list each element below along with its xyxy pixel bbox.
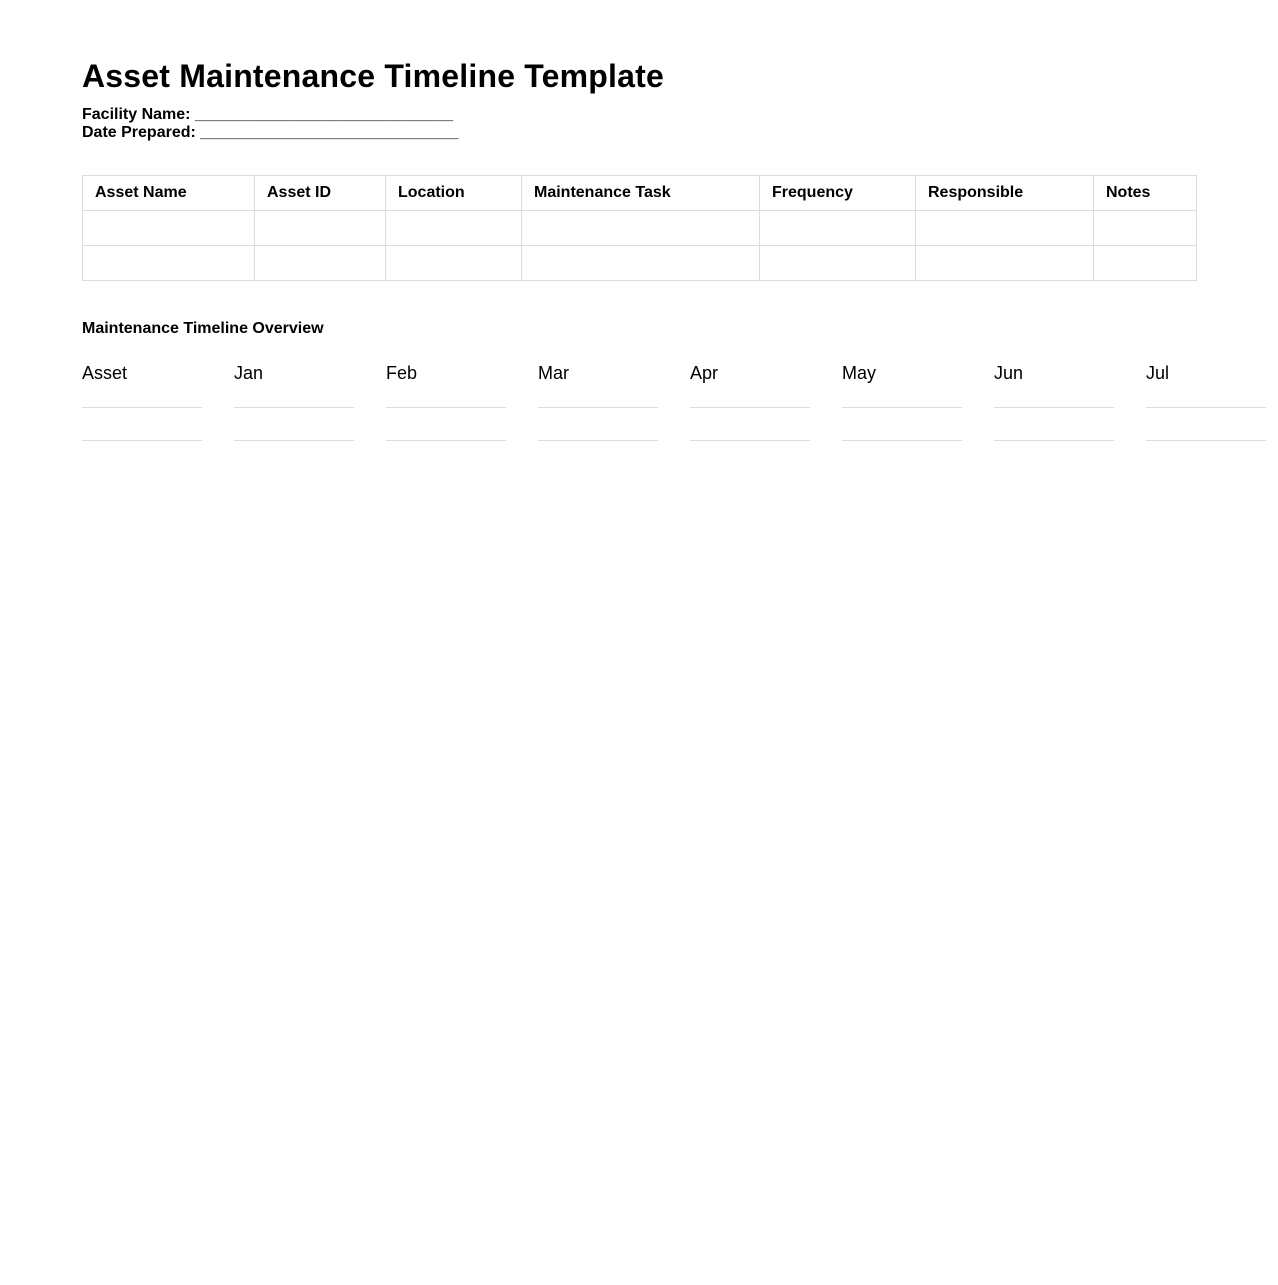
table-row [83,246,1197,281]
cell-maintenance-task[interactable] [522,246,760,281]
timeline-cell[interactable] [842,408,962,441]
table-row [83,211,1197,246]
timeline-column-jan [234,361,354,441]
timeline-column-apr [690,361,810,441]
header-asset-name: Asset Name [83,176,255,211]
timeline-cell[interactable] [386,385,506,408]
page-title: Asset Maintenance Timeline Template [82,58,664,94]
header-responsible: Responsible [916,176,1094,211]
timeline-cell[interactable] [538,385,658,408]
cell-asset-id[interactable] [255,211,386,246]
asset-table [82,175,1197,281]
header-notes: Notes [1094,176,1197,211]
timeline-cell[interactable] [690,385,810,408]
timeline-grid [82,361,1278,451]
timeline-header: Mar [538,363,569,383]
cell-maintenance-task[interactable] [522,211,760,246]
asset-table-header-row [83,176,1197,211]
timeline-header: May [842,363,877,383]
timeline-cell[interactable] [538,408,658,441]
timeline-section-title: Maintenance Timeline Overview [82,320,324,337]
cell-responsible[interactable] [916,211,1094,246]
timeline-column-may [842,361,962,441]
timeline-cell[interactable] [994,385,1114,408]
date-prepared-label: Date Prepared: [82,124,196,141]
cell-notes[interactable] [1094,211,1197,246]
timeline-cell[interactable] [386,408,506,441]
timeline-column-feb [386,361,506,441]
header-frequency: Frequency [760,176,916,211]
timeline-cell[interactable] [1146,385,1266,408]
timeline-header: Jan [234,363,264,383]
timeline-cell[interactable] [82,408,202,441]
timeline-cell[interactable] [994,408,1114,441]
cell-asset-id[interactable] [255,246,386,281]
timeline-header: Feb [386,363,418,383]
cell-location[interactable] [386,246,522,281]
timeline-cell[interactable] [690,408,810,441]
header-asset-id: Asset ID [255,176,386,211]
facility-name-field[interactable]: _____________________________ [194,106,453,123]
cell-responsible[interactable] [916,246,1094,281]
timeline-cell[interactable] [234,385,354,408]
timeline-header: Jun [994,363,1024,383]
document-meta [82,106,458,142]
timeline-column-jun [994,361,1114,441]
timeline-header: Asset [82,363,128,383]
facility-name-label: Facility Name: [82,106,191,123]
cell-asset-name[interactable] [83,246,255,281]
cell-notes[interactable] [1094,246,1197,281]
cell-location[interactable] [386,211,522,246]
timeline-cell[interactable] [82,385,202,408]
timeline-header: Jul [1146,363,1170,383]
timeline-header: Apr [690,363,719,383]
cell-asset-name[interactable] [83,211,255,246]
facility-name-row [82,106,458,124]
header-maintenance-task: Maintenance Task [522,176,760,211]
timeline-column-asset [82,361,202,441]
timeline-cell[interactable] [842,385,962,408]
timeline-cell[interactable] [1146,408,1266,441]
timeline-cell[interactable] [234,408,354,441]
timeline-column-mar [538,361,658,441]
header-location: Location [386,176,522,211]
cell-frequency[interactable] [760,246,916,281]
date-prepared-field[interactable]: _____________________________ [200,124,459,141]
timeline-column-jul [1146,361,1266,441]
cell-frequency[interactable] [760,211,916,246]
date-prepared-row [82,124,458,142]
